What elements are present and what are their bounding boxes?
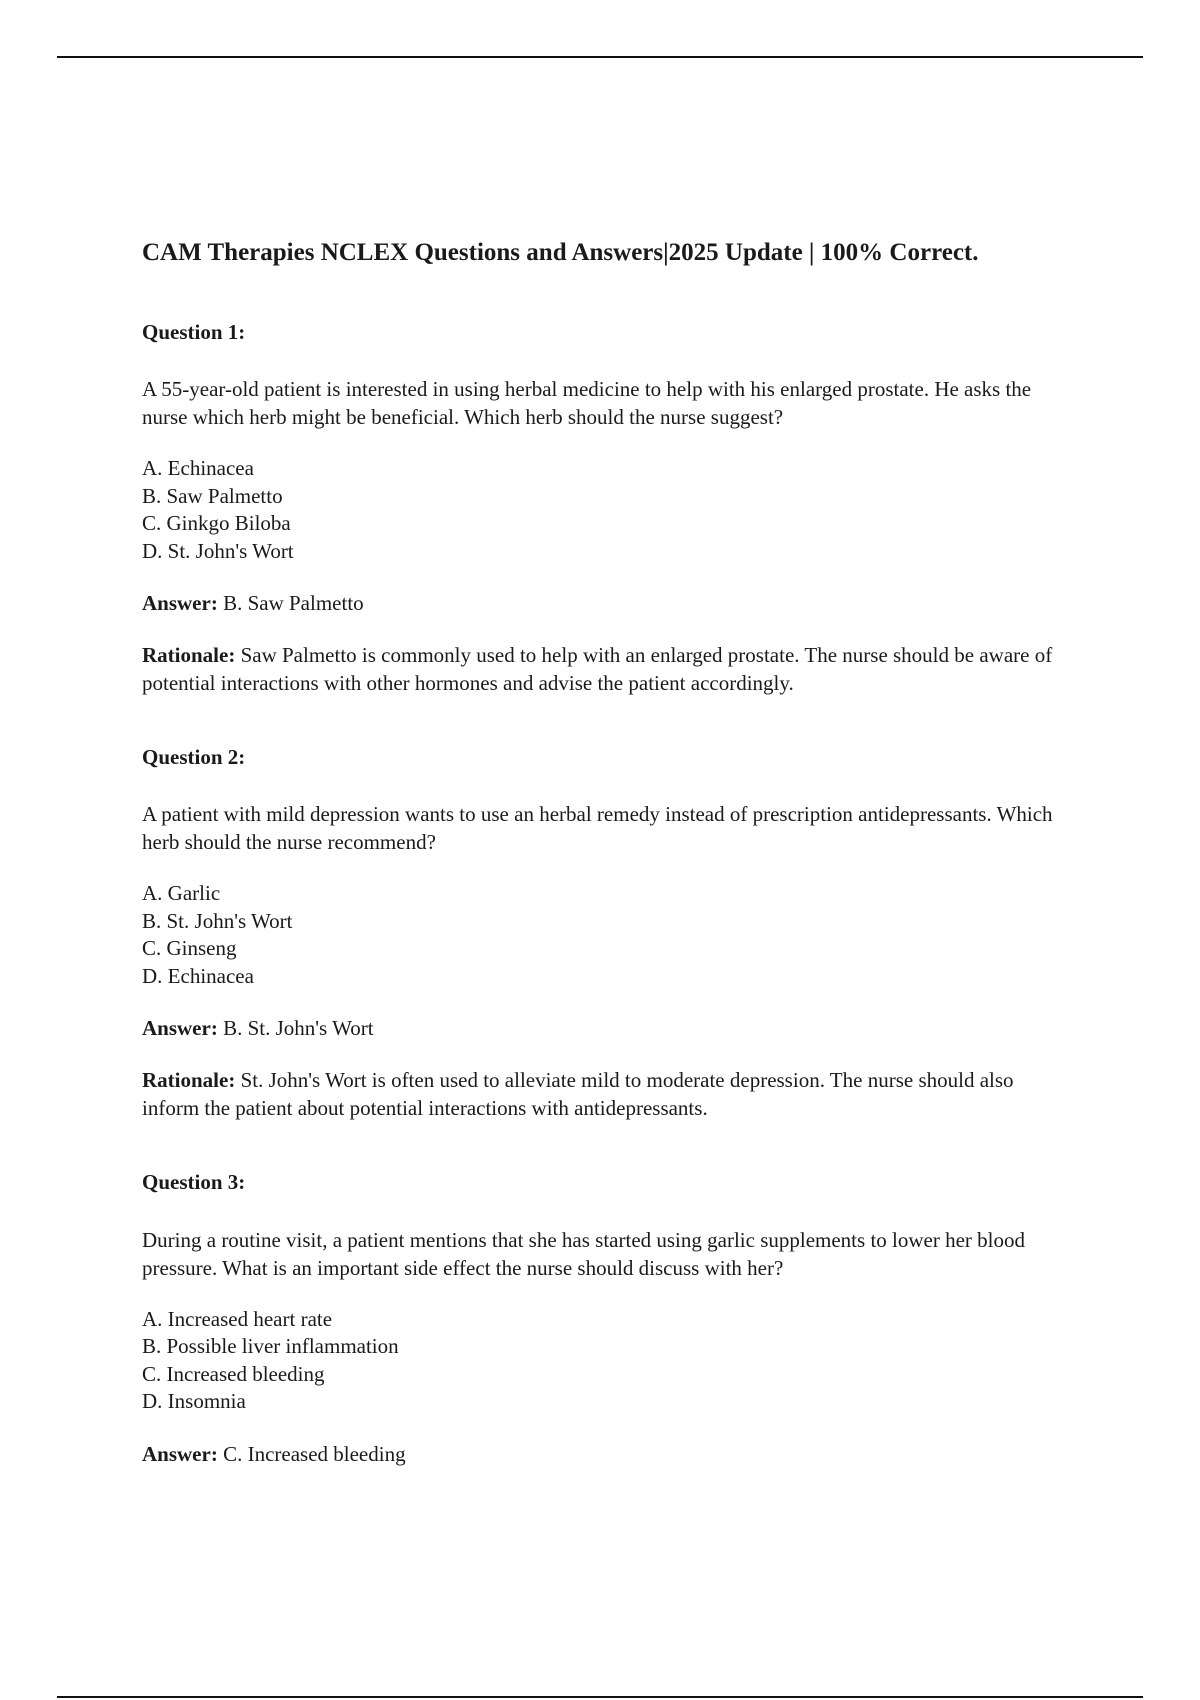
question-label: Question 3: xyxy=(142,1170,246,1195)
question-stem: A patient with mild depression wants to use an herbal remedy instead of prescription antidepressants. Which herb should the nurse recommend? xyxy=(142,802,1053,855)
answer-line xyxy=(142,1440,1072,1468)
rationale-label: Rationale: xyxy=(142,643,236,668)
option-d: D. St. John's Wort xyxy=(142,538,294,563)
rationale-label: Rationale: xyxy=(142,1068,236,1093)
answer-value: C. Increased bleeding xyxy=(223,1441,406,1466)
option-a: A. Garlic xyxy=(142,881,221,906)
rationale-text: Saw Palmetto is commonly used to help with an enlarged prostate. The nurse should be aware of potential interactions with other hormones and advise the patient accordingly. xyxy=(142,643,1053,696)
option-a: A. Echinacea xyxy=(142,456,254,481)
option-b: B. St. John's Wort xyxy=(142,908,293,933)
question-3 xyxy=(142,1170,1072,1467)
document-title: CAM Therapies NCLEX Questions and Answers|2025 Update | 100% Correct. xyxy=(142,239,979,266)
question-stem: A 55-year-old patient is interested in using herbal medicine to help with his enlarged prostate. He asks the nurse which herb might be beneficial. Which herb should the nurse suggest? xyxy=(142,377,1032,430)
answer-label: Answer: xyxy=(142,591,218,616)
option-c: C. Ginkgo Biloba xyxy=(142,511,291,536)
answer-label: Answer: xyxy=(142,1016,218,1041)
rationale-text: St. John's Wort is often used to alleviate mild to moderate depression. The nurse should also inform the patient about potential interactions with antidepressants. xyxy=(142,1068,1014,1121)
question-1 xyxy=(142,320,1072,697)
option-c: C. Increased bleeding xyxy=(142,1361,325,1386)
option-d: D. Insomnia xyxy=(142,1389,246,1414)
option-d: D. Echinacea xyxy=(142,963,254,988)
option-b: B. Saw Palmetto xyxy=(142,483,283,508)
question-2 xyxy=(142,745,1072,1122)
answer-value: B. Saw Palmetto xyxy=(223,591,364,616)
question-label: Question 1: xyxy=(142,320,246,344)
bottom-rule xyxy=(57,1696,1143,1698)
top-rule xyxy=(57,56,1143,58)
option-a: A. Increased heart rate xyxy=(142,1306,333,1331)
answer-options xyxy=(142,455,1072,565)
answer-line xyxy=(142,1014,1072,1042)
answer-line xyxy=(142,589,1072,617)
rationale-line xyxy=(142,641,1072,697)
answer-options xyxy=(142,880,1072,990)
document-body xyxy=(142,238,1072,1492)
answer-value: B. St. John's Wort xyxy=(223,1016,374,1041)
question-label: Question 2: xyxy=(142,745,246,770)
option-b: B. Possible liver inflammation xyxy=(142,1334,399,1359)
option-c: C. Ginseng xyxy=(142,936,237,961)
question-stem: During a routine visit, a patient mentions that she has started using garlic supplements to lower her blood pressure. What is an important side effect the nurse should discuss with her? xyxy=(142,1227,1025,1280)
answer-label: Answer: xyxy=(142,1441,218,1466)
rationale-line xyxy=(142,1066,1072,1122)
answer-options xyxy=(142,1306,1072,1416)
